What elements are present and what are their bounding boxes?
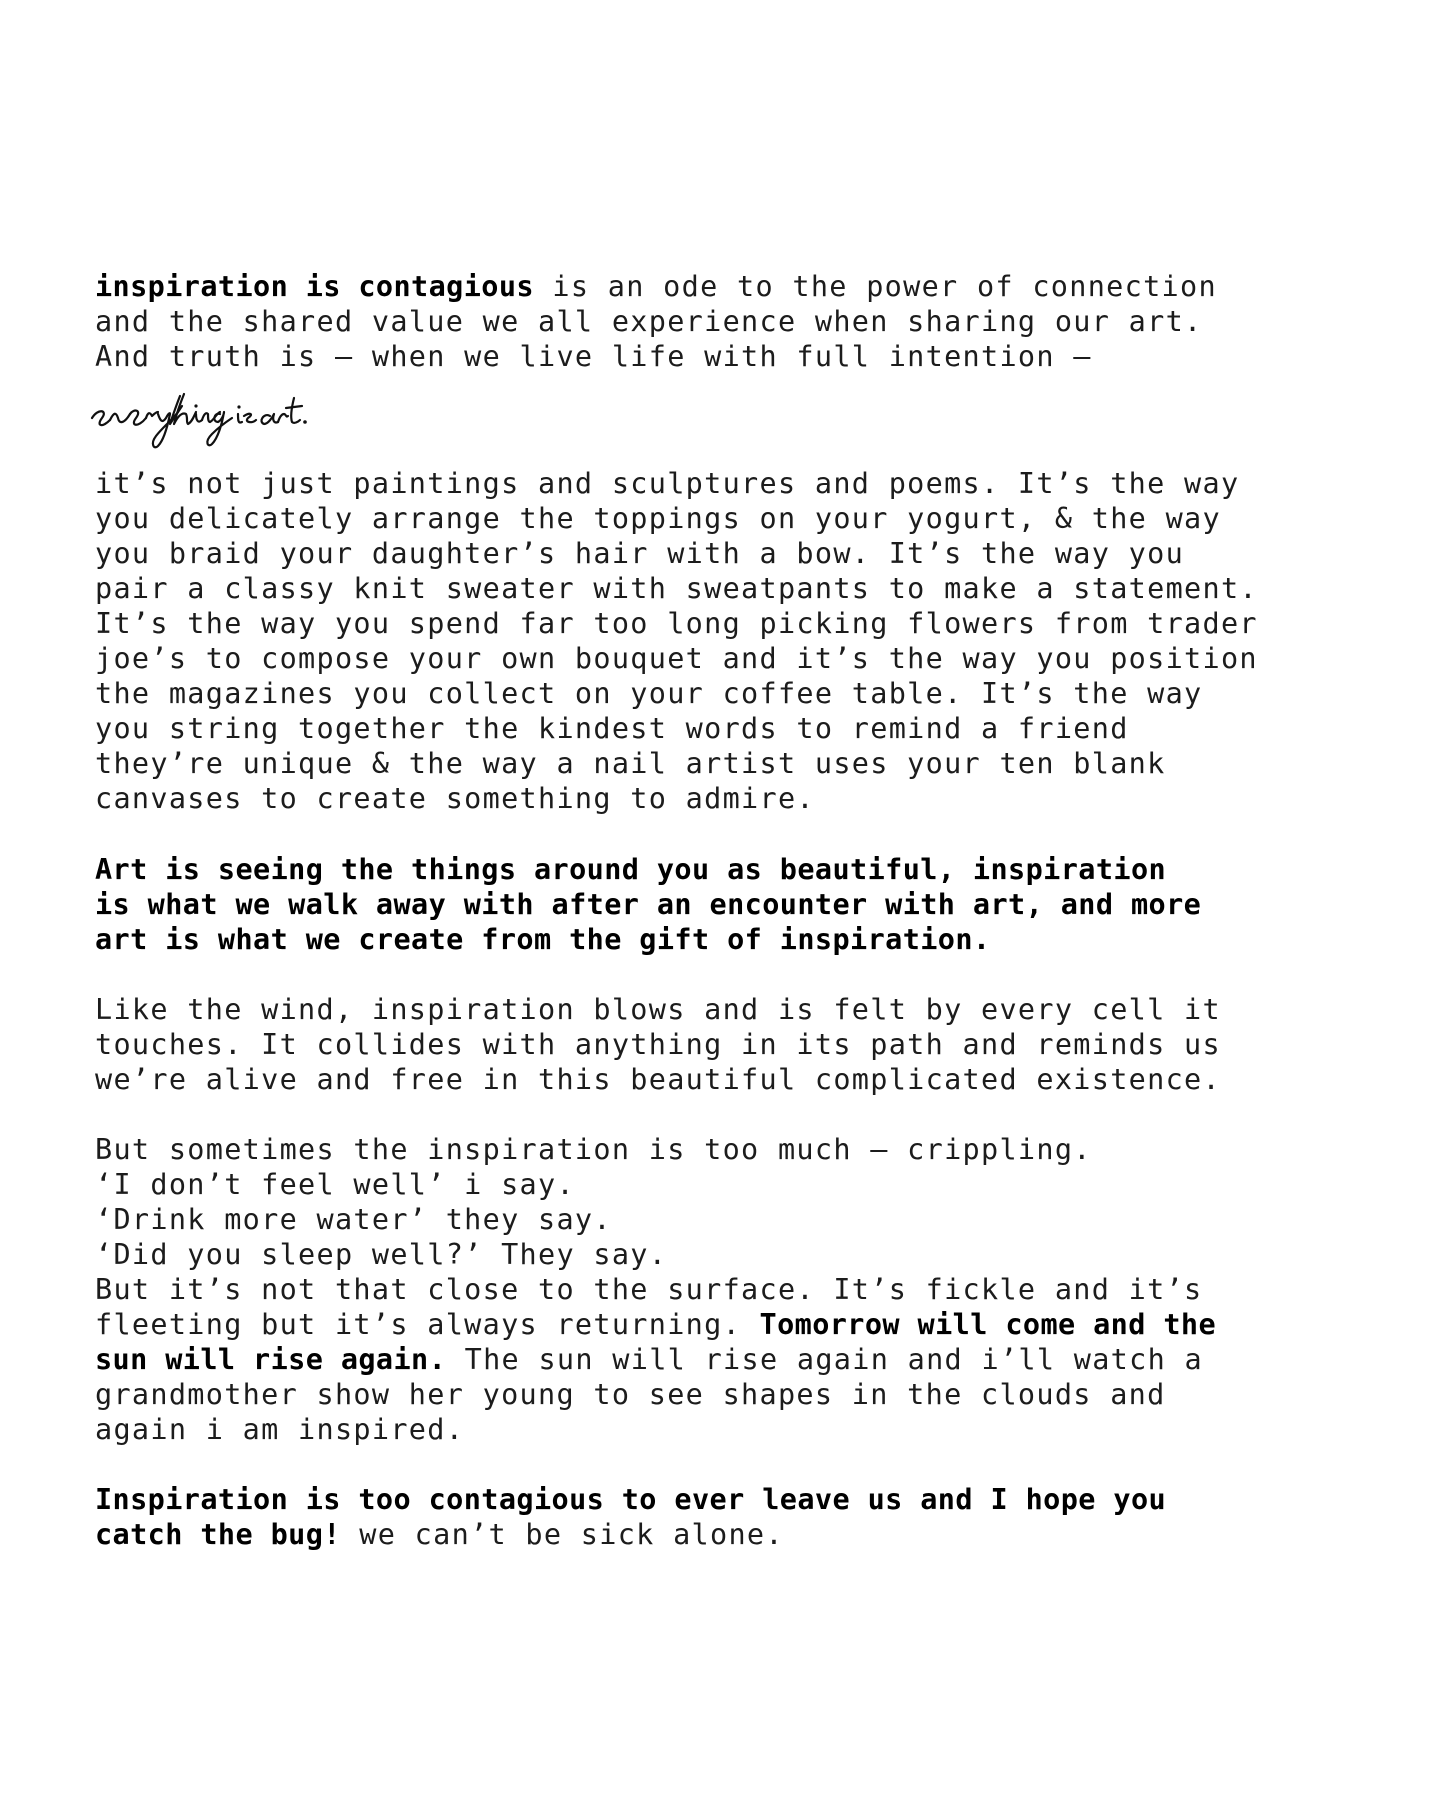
intro-line-1: is an ode to the power of connection bbox=[533, 270, 1217, 303]
body-line: It’s the way you spend far too long picking flowers from trader bbox=[95, 607, 1258, 640]
quote-line-1: ‘I don’t feel well’ i say. bbox=[95, 1168, 575, 1201]
wind-line: we’re alive and free in this beautiful complicated existence. bbox=[95, 1063, 1221, 1096]
wind-line: touches. It collides with anything in its path and reminds us bbox=[95, 1028, 1221, 1061]
sometimes-line-7: The sun will rise again and i’ll watch a bbox=[446, 1343, 1203, 1376]
body-line: they’re unique & the way a nail artist uses your ten blank bbox=[95, 747, 1166, 780]
catch-the-bug-text: catch the bug! bbox=[95, 1518, 341, 1551]
body-line: canvases to create something to admire. bbox=[95, 782, 815, 815]
body-line: pair a classy knit sweater with sweatpants to make a statement. bbox=[95, 572, 1258, 605]
sometimes-line-1: But sometimes the inspiration is too much – crippling. bbox=[95, 1133, 1092, 1166]
wind-line: Like the wind, inspiration blows and is felt by every cell it bbox=[95, 993, 1221, 1026]
sun-rise-bold-text: sun will rise again. bbox=[95, 1343, 447, 1376]
quote-line-3: ‘Did you sleep well?’ They say. bbox=[95, 1238, 668, 1271]
art-line: Art is seeing the things around you as beautiful, inspiration bbox=[95, 853, 1167, 886]
wind-paragraph bbox=[95, 992, 1375, 1097]
sometimes-line-8: grandmother show her young to see shapes in the clouds and bbox=[95, 1378, 1166, 1411]
body-line: joe’s to compose your own bouquet and it’s the way you position bbox=[95, 642, 1258, 675]
quote-line-2: ‘Drink more water’ they say. bbox=[95, 1203, 612, 1236]
sometimes-paragraph bbox=[95, 1132, 1375, 1447]
intro-line-2: and the shared value we all experience when sharing our art. bbox=[95, 305, 1203, 338]
art-line: art is what we create from the gift of inspiration. bbox=[95, 923, 991, 956]
sometimes-line-6: fleeting but it’s always returning. bbox=[95, 1308, 760, 1341]
closing-paragraph bbox=[95, 1482, 1375, 1552]
body-paragraph bbox=[95, 466, 1375, 816]
script-heading-everything-is-art bbox=[88, 392, 348, 450]
body-line: you delicately arrange the toppings on your yogurt, & the way bbox=[95, 502, 1221, 535]
script-heading-text: everything is art. bbox=[88, 392, 95, 393]
closing-line-1: Inspiration is too contagious to ever leave us and I hope you bbox=[95, 1483, 1167, 1516]
art-line: is what we walk away with after an encounter with art, and more bbox=[95, 888, 1202, 921]
art-paragraph bbox=[95, 852, 1375, 957]
closing-line-2: we can’t be sick alone. bbox=[340, 1518, 784, 1551]
intro-line-3: And truth is – when we live life with full intention – bbox=[95, 340, 1092, 373]
body-line: you braid your daughter’s hair with a bow. It’s the way you bbox=[95, 537, 1185, 570]
intro-title: inspiration is contagious bbox=[95, 270, 534, 303]
sometimes-line-9: again i am inspired. bbox=[95, 1413, 465, 1446]
sometimes-line-5: But it’s not that close to the surface. It’s fickle and it’s bbox=[95, 1273, 1203, 1306]
intro-paragraph bbox=[95, 269, 1375, 374]
body-line: you string together the kindest words to remind a friend bbox=[95, 712, 1129, 745]
tomorrow-bold-text: Tomorrow will come and the bbox=[759, 1308, 1217, 1341]
body-line: it’s not just paintings and sculptures and poems. It’s the way bbox=[95, 467, 1240, 500]
body-line: the magazines you collect on your coffee table. It’s the way bbox=[95, 677, 1203, 710]
